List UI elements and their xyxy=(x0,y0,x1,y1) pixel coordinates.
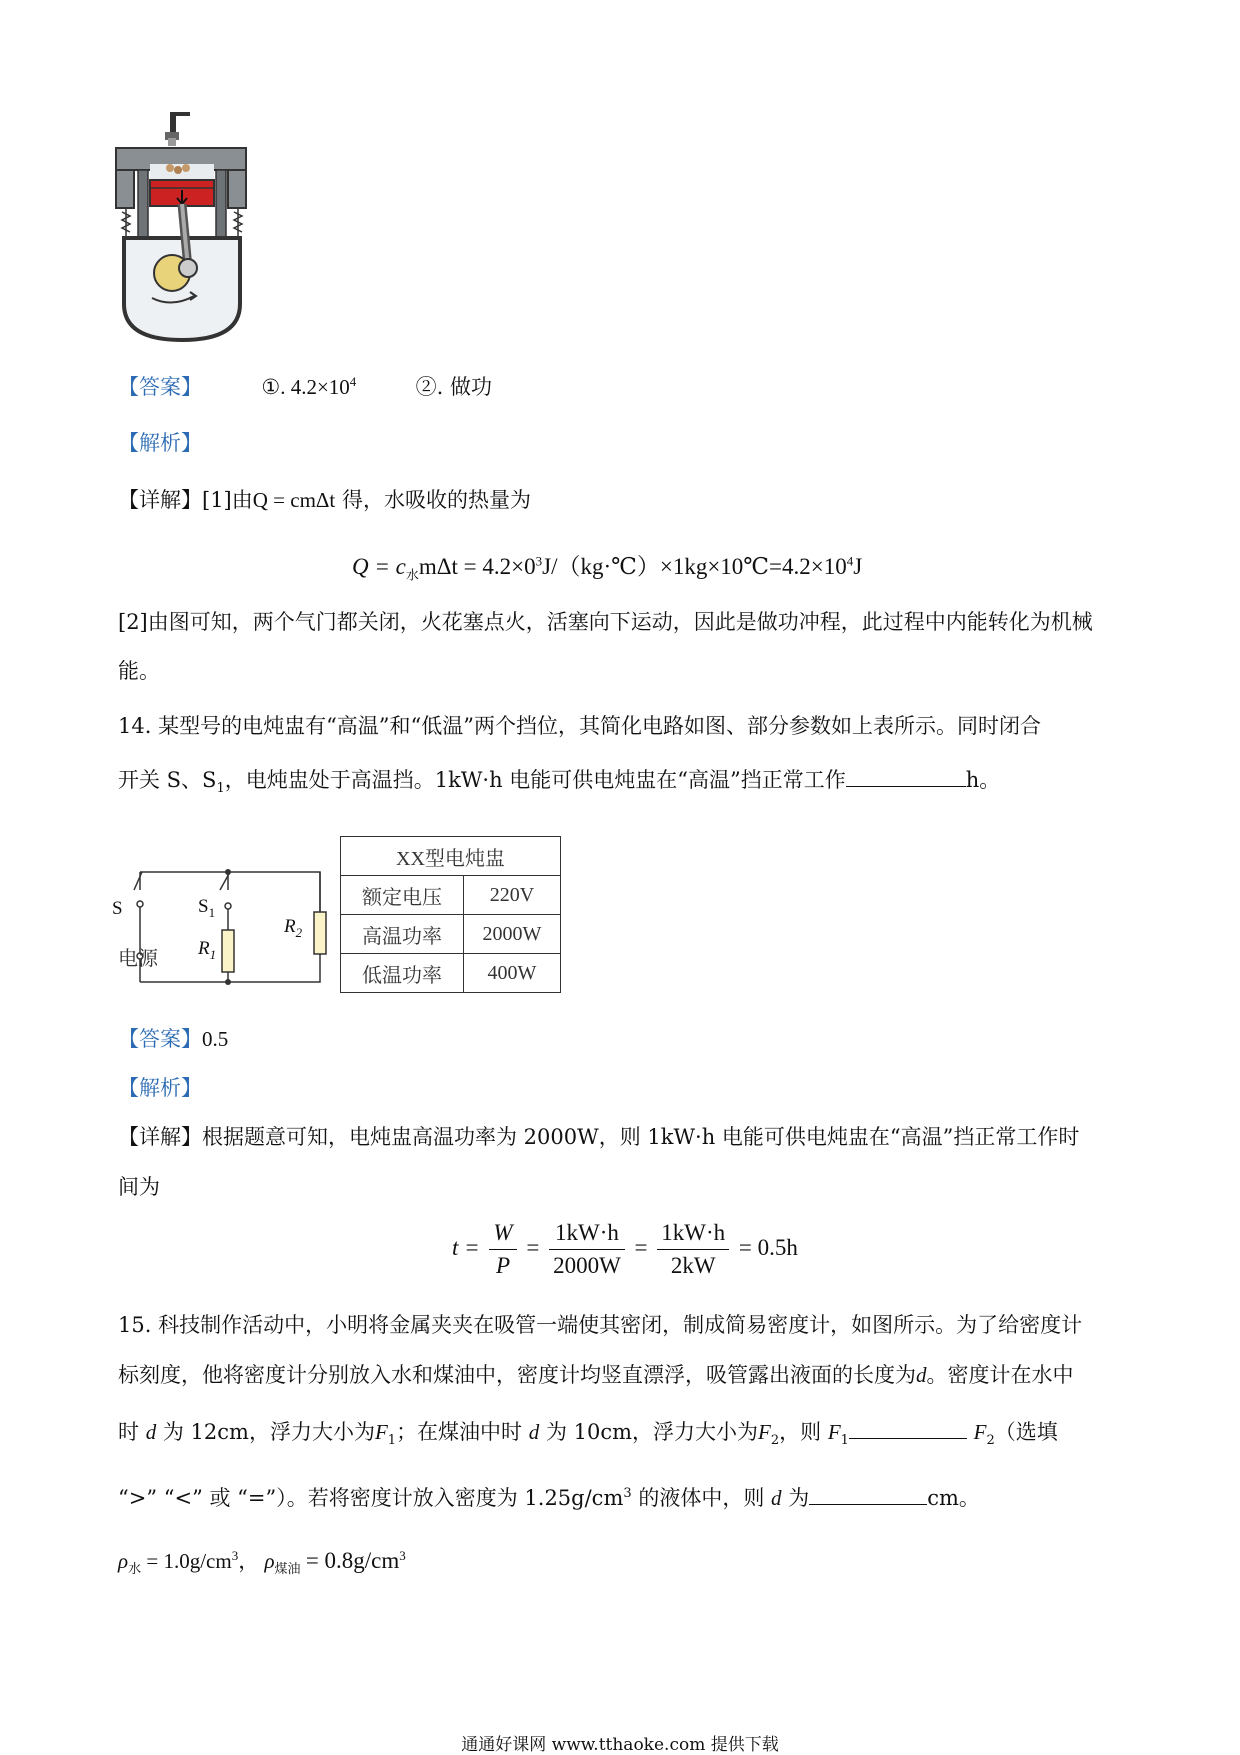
detail-tag: 【详解】 xyxy=(118,488,202,512)
r1-label: $R_1$ xyxy=(198,938,217,962)
q13-detail-1: 【详解】[1]由Q = cmΔt 得，水吸收的热量为 xyxy=(118,488,531,512)
q14-analysis-tag: 【解析】 xyxy=(118,1076,202,1100)
page-footer: 通通好课网 www.tthaoke.com 提供下载 xyxy=(461,1735,779,1755)
detail-tag: 【详解】 xyxy=(118,1125,202,1149)
spec-value: 220V xyxy=(464,876,561,915)
power-source-label: 电源 xyxy=(118,946,158,970)
q13-detail-2-line1: [2]由图可知，两个气门都关闭，火花塞点火，活塞向下运动，因此是做功冲程，此过程中内能转化为机械 xyxy=(118,610,1093,634)
spec-label: 低温功率 xyxy=(341,954,464,993)
q13-answer-line xyxy=(118,372,492,402)
spec-value: 2000W xyxy=(464,915,561,954)
q14-line1: 14. 某型号的电炖盅有“高温”和“低温”两个挡位，其简化电路如图、部分参数如上表所示。同时闭合 xyxy=(118,714,1042,738)
q14-detail-line2: 间为 xyxy=(118,1175,160,1199)
q14-time-formula: t = $\frac{W}{P}$ = $\frac{1kW\cdot h}{2000W}$ = $\frac{1kW\cdot h}{2kW}$ = 0.5h xyxy=(452,1220,798,1278)
spec-label: 额定电压 xyxy=(341,876,464,915)
switch-s1-label: $S_1$ xyxy=(198,896,216,920)
q14-answer-line xyxy=(118,1024,228,1054)
spec-value: 400W xyxy=(464,954,561,993)
q15-line1: 15. 科技制作活动中，小明将金属夹夹在吸管一端使其密闭，制成简易密度计，如图所示。为了给密度计 xyxy=(118,1313,1083,1337)
answer-1: ①. $4.2\times 10^4$ xyxy=(261,374,357,399)
spec-table-title: XX型电炖盅 xyxy=(341,837,561,876)
answer-blank[interactable] xyxy=(846,766,966,787)
answer-tag: 【答案】 xyxy=(118,1027,202,1051)
q15-density-values: $\rho_水 = 1.0g/cm^3$， $\rho_{煤油} = 0.8g/cm^3$ xyxy=(118,1548,406,1578)
q15-line3: 时 d 为 12cm，浮力大小为$F_1$；在煤油中时 d 为 10cm，浮力大小为$F_2$，则 $F_1$ $F_2$（选填 xyxy=(118,1420,1058,1449)
q15-line4: “>” “<” 或 “=”）。若将密度计放入密度为 $1.25g/cm^3$ 的液体中，则 d 为 cm。 xyxy=(118,1486,980,1510)
length-blank[interactable] xyxy=(809,1484,927,1505)
q14-detail-line1: 【详解】根据题意可知，电炖盅高温功率为 2000W，则 1kW·h 电能可供电炖盅在“高温”挡正常工作时 xyxy=(118,1125,1080,1149)
compare-blank[interactable] xyxy=(849,1418,967,1439)
answer-value: 0.5 xyxy=(202,1027,229,1051)
answer-2: ②. 做功 xyxy=(415,375,493,399)
q14-line2: 开关 S、$S_1$，电炖盅处于高温挡。1kW·h 电能可供电炖盅在“高温”挡正常工作 h。 xyxy=(118,768,1001,797)
q13-detail-2-line2: 能。 xyxy=(118,659,160,683)
answer-tag: 【答案】 xyxy=(118,375,202,399)
engine-diagram xyxy=(112,108,252,344)
switch-s-label: S xyxy=(112,898,123,919)
q13-analysis-tag: 【解析】 xyxy=(118,431,202,455)
q15-line2: 标刻度，他将密度计分别放入水和煤油中，密度计均竖直漂浮，吸管露出液面的长度为d。密度计在水中 xyxy=(118,1363,1074,1387)
q13-heat-formula: $Q = c_水m\Delta t$ = $4.2\times 0^3J/(kg\cdot℃)\times 1kg\times 10℃=4.2\times 10^4J$ xyxy=(352,553,863,584)
spec-table xyxy=(340,836,561,993)
r2-label: $R_2$ xyxy=(284,916,303,940)
spec-label: 高温功率 xyxy=(341,915,464,954)
